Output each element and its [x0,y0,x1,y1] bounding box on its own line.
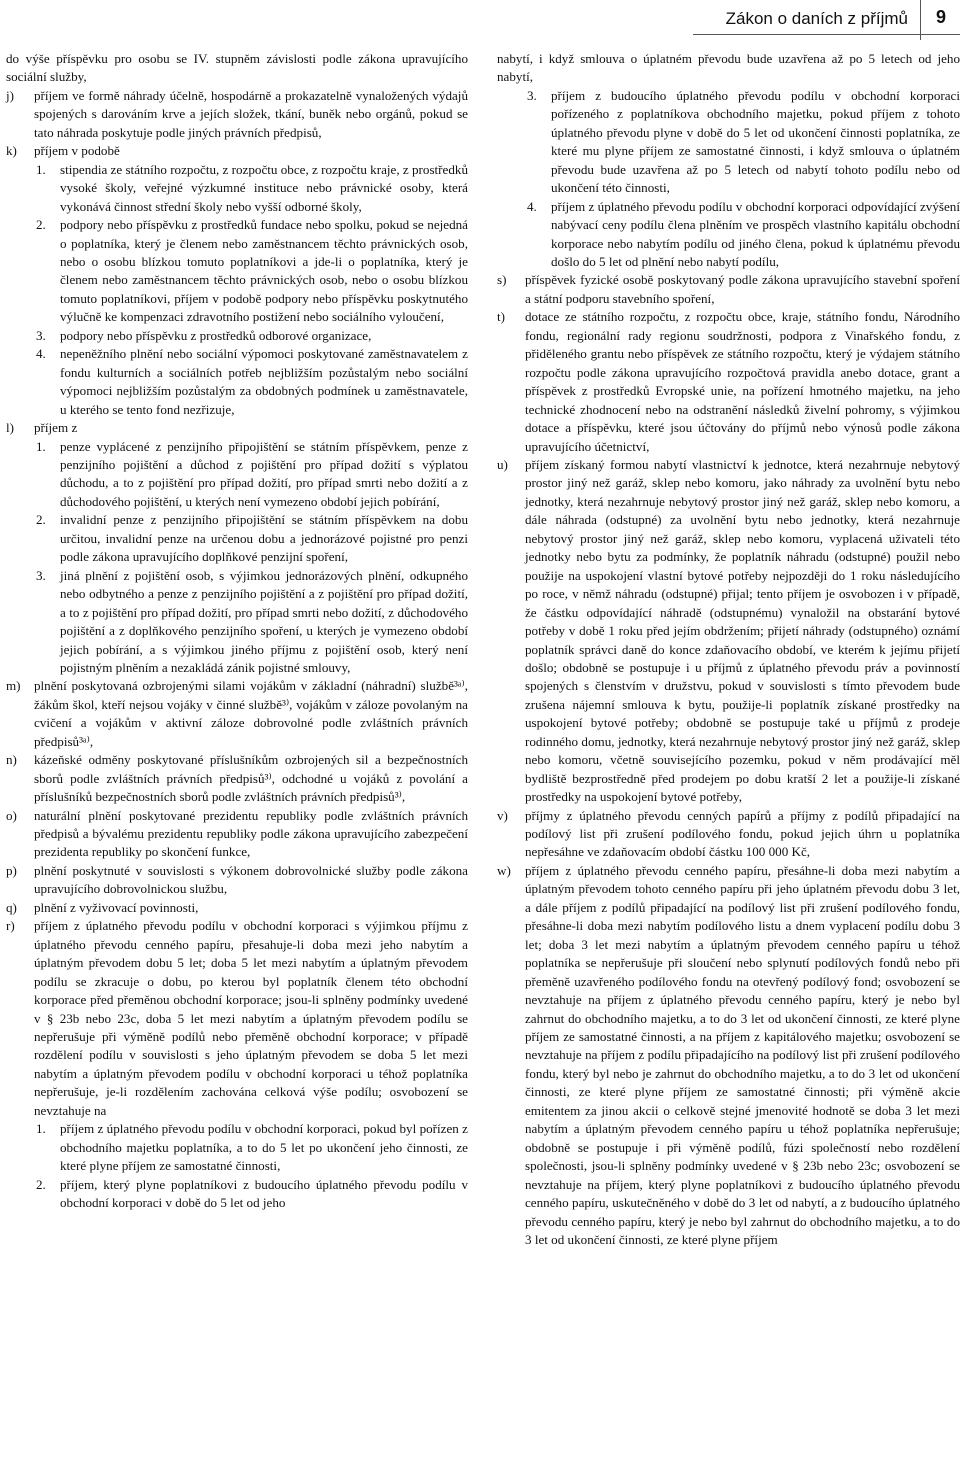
list-item [6,917,468,1120]
item-label: s) [497,272,507,288]
subitem [36,327,468,345]
item-text: příjem, který plyne poplatníkovi z budoucího úplatného převodu podílu v obchodní korporaci v době do 5 let od jeho [60,1176,468,1211]
item-label: 2. [36,512,46,528]
item-text: podpory nebo příspěvku z prostředků fundace nebo spolku, pokud se nejedná o poplatníka, který je členem nebo zaměstnancem těchto právnických osob, nebo o osobu blízkou tomuto poplatníkovi a jde-li o poplatníka, který je členem nebo zaměstnancem těchto právnických osob, nebo o osobu blízkou tomuto poplatníkovi, příjem v podobě podpory nebo příspěvku poskytnutého výlučně ke kompenzaci zdravotního postižení nebo sociálního vyloučení, [60,217,468,325]
item-text: plnění z vyživovací povinnosti, [34,899,199,915]
item-label: 3. [36,327,46,343]
header-divider [920,0,921,40]
item-label: m) [6,678,21,694]
item-text: příjem z úplatného převodu podílu v obchodní korporaci, pokud byl pořízen z obchodního majetku poplatníka, a to do 5 let po ukončení jeho činnosti, ze které plyne příjem ze samostatné činnosti, [60,1121,468,1174]
header-title: Zákon o daních z příjmů [725,9,908,28]
list-item [6,87,468,142]
item-text: nepeněžního plnění nebo sociální výpomoci poskytované zaměstnavatelem z fondu kulturních a sociálních potřeb nejbližším pozůstalým nebo sociální výpomoci nejbližším pozůstalým za obdobných podmínek u zaměstnavatele, u kterého se tento fond nezřizuje, [60,346,468,417]
list-item [497,862,960,1250]
subitem [36,438,468,512]
item-label: l) [6,420,14,436]
list-item [6,862,468,899]
paragraph-continuation: nabytí, i když smlouva o úplatném převodu bude uzavřena až po 5 letech od jeho nabytí, [497,51,960,85]
item-label: o) [6,807,17,823]
subitem [36,216,468,327]
item-label: k) [6,143,17,159]
item-label: 1. [36,161,46,177]
item-text: příjem ve formě náhrady účelně, hospodárně a prokazatelně vynaložených výdajů spojených s darováním krve a jejích složek, tkání, buněk nebo orgánů, pokud se tato náhrada poskytuje podle jiných právních předpisů, [34,87,468,140]
item-label: 1. [36,1121,46,1137]
item-label: 3. [527,87,537,103]
item-text: kázeňské odměny poskytované příslušníkům ozbrojených sil a bezpečnostních sborů podle zvláštních právních předpisů³⁾, odchodné u vojáků z povolání a příslušníků bezpečnostních sborů podle zvláštních právních předpisů³⁾, [34,752,468,805]
subitem [36,1176,468,1213]
subitem [36,345,468,419]
subitem [36,1120,468,1175]
item-text: příjem z úplatného převodu podílu v obchodní korporaci s výjimkou příjmu z úplatného převodu cenného papíru, přesahuje-li doba mezi jeho nabytím a úplatným převodem dobu 5 let; doba 5 let mezi nabytím a úplatným převodem podílu se zkracuje o dobu, po kterou byl poplatník členem této obchodní korporace před přeměnou obchodní korporace; jsou-li splněny podmínky uvedené v § 23b nebo 23c, doba 5 let mezi nabytím a úplatným převodem podílu se nepřerušuje při výměně podílů nebo přeměně obchodní korporace; v případě rozdělení podílu v souvislosti s jeho úplatným převodem se doba 5 let mezi nabytím a úplatným převodem podílu v obchodní korporaci u téhož poplatníka nepřerušuje, je-li rozdělením zachována celková výše podílu; osvobození se nevztahuje na [34,918,468,1118]
list-item [497,308,960,456]
left-column [6,50,468,1213]
item-label: 2. [36,217,46,233]
item-text: příjem v podobě [34,143,120,159]
page-header [0,0,960,40]
item-label: u) [497,456,508,472]
list-item [6,899,468,917]
subitem [36,511,468,566]
item-text: příjem z úplatného převodu cenného papíru, přesáhne-li doba mezi nabytím a úplatným převodem tohoto cenného papíru při jeho úplatném převodu dobu 3 let, a dále příjem z podílů připadající na podílový list při zrušení podílového fondu, přesáhne-li doba mezi nabytím podílového listu a dnem vyplacení podílu dobu 3 let; doba 3 let mezi nabytím a úplatným převodem cenného papíru u téhož poplatníka se nepřerušuje při sloučení nebo splynutí podílových fondů nebo při přeměně uzavřeného podílového fondu na otevřený podílový fond; osvobození se nevztahuje na příjem z úplatného převodu cenného papíru, který je nebo byl zahrnut do obchodního majetku, a to do 3 let od ukončení činnosti, ze které plyne příjem ze samostatné činnosti, a na příjem z kapitálového majetku; osvobození se nevztahuje na příjem z podílu připadajícího na podílový list při zrušení podílového fondu, který byl nebo je zahrnut do obchodního majetku, a to do 3 let od ukončení činnosti, ze které plyne příjem ze samostatné činnosti; při výměně akcie emitentem za jinou akcii o celkově stejné jmenovité hodnotě se doba 3 let mezi nabytím a úplatným převodem cenného papíru u téhož poplatníka nepřerušuje; obdobně se postupuje i při výměně podílů, fúzi společností nebo rozdělení společnosti, jsou-li splněny podmínky uvedené v § 23b nebo 23c; osvobození se nevztahuje na příjem, který plyne poplatníkovi z budoucího úplatného převodu cenného papíru, uskutečněného v době do 3 let od nabytí, a z budoucího úplatného převodu cenného papíru, který je nebo byl zahrnut do obchodního majetku, a to do 3 let od ukončení činnosti, ze které plyne příjem [525,862,960,1247]
item-label: 1. [36,438,46,454]
list-item [6,751,468,806]
item-text: příjem z [34,420,78,436]
paragraph-continuation: do výše příspěvku pro osobu se IV. stupněm závislosti podle zákona upravujícího sociální služby, [6,51,468,85]
item-label: v) [497,807,508,823]
list-item [497,271,960,308]
item-text: příspěvek fyzické osobě poskytovaný podle zákona upravujícího stavební spoření a státní podporu stavebního spoření, [525,272,960,306]
item-label: r) [6,918,15,934]
list-item [6,677,468,751]
item-text: dotace ze státního rozpočtu, z rozpočtu obce, kraje, státního fondu, Národního fondu, regionální rady regionu soudržnosti, podpora z Vinařského fondu, z přiděleného grantu nebo příspěvek ze státního rozpočtu, který je výdajem státního rozpočtu podle zákona upravujícího rozpočtová pravidla anebo dotace, grant a příspěvek z prostředků Evropské unie, na pořízení hmotného majetku, na jeho technické zhodnocení nebo na odstranění následků živelní pohromy, s výjimkou dotace a příspěvku, které jsou účtovány do příjmů nebo výnosů podle zákona upravujícího účetnictví, [525,309,960,454]
item-text: jiná plnění z pojištění osob, s výjimkou jednorázových plnění, odkupného nebo odbytného a penze z penzijního pojištění a z pojištění pro případ dožití, a to z pojištění pro případ dožití, pro případ smrti nebo dožití, z důchodového pojištění a z doplňkového penzijního spoření, u kterých je vymezeno období jejich pobírání, a s výjimkou jiného příjmu z pojištění osob, který není pojistným plněním a nezakládá zánik pojistné smlouvy, [60,567,468,675]
page-number: 9 [935,7,946,27]
subitem [527,198,960,272]
list-item [497,456,960,807]
item-label: p) [6,862,17,878]
item-label: 4. [527,198,537,214]
item-label: 3. [36,567,46,583]
item-label: n) [6,752,17,768]
list-item [6,142,468,160]
item-text: invalidní penze z penzijního připojištění se státním příspěvkem na dobu určitou, invalidní penze na určenou dobu a jednorázové pojistné pro penzi podle zákona upravujícího doplňkové penzijní spoření, [60,512,468,565]
item-text: podpory nebo příspěvku z prostředků odborové organizace, [60,327,372,343]
item-label: w) [497,862,511,878]
item-text: příjem z úplatného převodu podílu v obchodní korporaci odpovídající zvýšení nabývací ceny podílu člena plněním ve prospěch vlastního kapitálu obchodní korporace nebo nabytím podílu od jiného člena, pokud k úplatnému převodu došlo do 5 let od plnění nebo nabytí podílu, [551,198,960,269]
item-text: plnění poskytovaná ozbrojenými silami vojákům v základní (náhradní) službě³ᵃ⁾, žákům škol, kteří nejsou vojáky v činné službě³⁾, vojákům v záloze povolaným na cvičení a vojákům v aktivní záloze dobrovolné podle zvláštních právních předpisů³ᵃ⁾, [34,678,468,749]
item-label: t) [497,309,505,325]
item-text: stipendia ze státního rozpočtu, z rozpočtu obce, z rozpočtu kraje, z prostředků vysoké školy, veřejné výzkumné instituce nebo právnické osoby, která vykonává činnost střední školy nebo vyšší odborné školy, [60,161,468,214]
item-label: 4. [36,346,46,362]
item-label: j) [6,87,14,103]
subitem [36,161,468,216]
right-column [497,50,960,1249]
item-text: plnění poskytnuté v souvislosti s výkonem dobrovolnické služby podle zákona upravujícího dobrovolnickou službu, [34,862,468,897]
item-text: příjmy z úplatného převodu cenných papírů a příjmy z podílů připadající na podílový list při zrušení podílového fondu, pokud jejich úhrn u poplatníka nepřesáhne ve zdaňovacím období částku 100 000 Kč, [525,807,960,860]
subitem [36,567,468,678]
item-label: q) [6,899,17,915]
item-text: příjem získaný formou nabytí vlastnictví k jednotce, která nezahrnuje nebytový prostor jiný než garáž, sklep nebo komoru, jako náhrady za uvolnění bytu nebo jednotky, která nezahrnuje nebytový prostor jiný než garáž, sklep nebo komoru, a dále náhrada (odstupné) za uvolnění bytu nebo jednotky, která nezahrnuje nebytový prostor jiný než garáž, sklep nebo komoru, vyplacená uživateli této jednotky nebo bytu za podmínky, že poplatník náhradu (odstupné) použil nebo použije na uspokojení vlastní bytové potřeby nejpozději do 1 roku následujícího po roce, v němž náhradu (odstupné) přijal; tento příjem je osvobozen i v případě, že částku odpovídající náhradě (odstupnému) vynaložil na obstarání bytové potřeby v době 1 roku před jejím obdržením; přijetí náhrady (odstupného) oznámí poplatník správci daně do konce zdaňovacího období, ve kterém k jejímu přijetí došlo; obdobně se postupuje i u příjmů z úplatného převodu práv a povinností spojených s členstvím v družstvu, pokud v souvislosti s tímto převodem bude zrušena nájemní smlouva k bytu, použije-li poplatník získané prostředky na uspokojení bytové potřeby; obdobně se postupuje také u příjmů z prodeje rodinného domu, jednotky, která nezahrnuje nebytový prostor jiný než garáž, sklep nebo komoru, včetně souvisejícího pozemku, pokud v něm prodávající měl bydliště bezprostředně před prodejem po dobu kratší 2 let a použije-li získané prostředky na uspokojení bytové potřeby, [525,456,960,805]
list-item [6,419,468,437]
list-item [497,807,960,862]
item-text: naturální plnění poskytované prezidentu republiky podle zvláštních právních předpisů a bývalému prezidentu republiky podle zákona upravujícího zabezpečení prezidenta republiky po skončení funkce, [34,807,468,860]
item-text: penze vyplácené z penzijního připojištění se státním příspěvkem, penze z penzijního pojištění a důchod z pojištění pro případ dožití s výplatou důchodu, a to z pojištění pro případ dožití, pro případ smrti nebo dožití a z důchodového pojištění, u kterých není vymezeno období jejich pobírání, [60,438,468,509]
item-label: 2. [36,1176,46,1192]
list-item [6,807,468,862]
subitem [527,87,960,198]
item-text: příjem z budoucího úplatného převodu podílu v obchodní korporaci pořízeného z poplatníkova obchodního majetku, pokud příjem z tohoto úplatného převodu plyne v době do 5 let od ukončení činnosti poplatníka, ze které mu plyne příjem ze samostatné činnosti, i když smlouva o úplatném převodu bude uzavřena až po 5 letech od nabytí tohoto podílu nebo od ukončení této činnosti, [551,87,960,196]
